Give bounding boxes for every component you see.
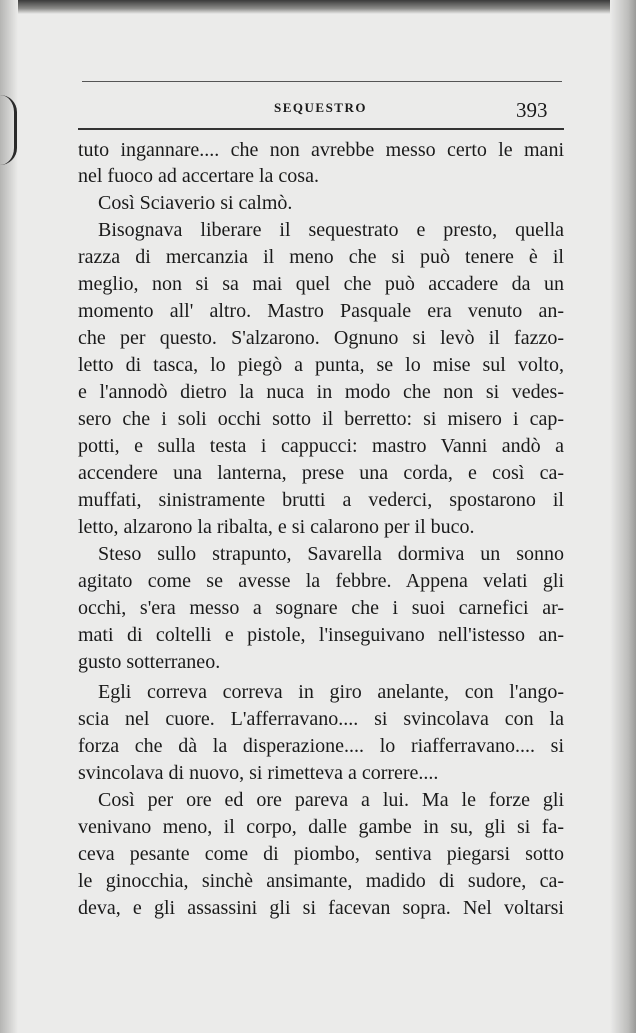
page-number: 393	[516, 98, 548, 122]
text-line: accendere una lanterna, prese una corda, e così ca-	[78, 462, 564, 484]
scan-right-edge	[610, 0, 636, 1033]
text-line: mati di coltelli e pistole, l'inseguivano nell'istesso an-	[78, 624, 564, 646]
text-line: muffati, sinistramente brutti a vederci, spostarono il	[78, 489, 564, 511]
text-line: Bisognava liberare il sequestrato e presto, quella	[98, 219, 564, 241]
header-rule-top	[82, 81, 562, 82]
text-line: momento all' altro. Mastro Pasquale era venuto an-	[78, 300, 564, 322]
text-line: ceva pesante come di piombo, sentiva piegarsi sotto	[78, 843, 564, 865]
text-line: che per questo. S'alzarono. Ognuno si levò il fazzo-	[78, 327, 564, 349]
text-line: meglio, non si sa mai quel che può accadere da un	[78, 273, 564, 295]
text-line: agitato come se avesse la febbre. Appena velati gli	[78, 570, 564, 592]
text-line: letto, alzarono la ribalta, e si calarono per il buco.	[78, 516, 475, 538]
text-line: e l'annodò dietro la nuca in modo che non si vedes-	[78, 381, 564, 403]
running-title: SEQUESTRO	[274, 100, 367, 115]
text-line: venivano meno, il corpo, dalle gambe in su, gli si fa-	[78, 816, 564, 838]
spine-curl	[0, 95, 17, 165]
text-line: Steso sullo strapunto, Savarella dormiva un sonno	[98, 543, 564, 565]
text-line: nel fuoco ad accertare la cosa.	[78, 165, 319, 187]
text-line: potti, e sulla testa i cappucci: mastro Vanni andò a	[78, 435, 564, 457]
text-line: letto di tasca, lo piegò a punta, se lo mise sul volto,	[78, 354, 564, 376]
text-line: le ginocchia, sinchè ansimante, madido di sudore, ca-	[78, 870, 564, 892]
text-line: deva, e gli assassini gli si facevan sopra. Nel voltarsi	[78, 897, 564, 919]
text-line: Così per ore ed ore pareva a lui. Ma le forze gli	[98, 789, 564, 811]
text-line: gusto sotterraneo.	[78, 651, 221, 673]
text-line: svincolava di nuovo, si rimetteva a correre....	[78, 762, 439, 784]
text-line: Egli correva correva in giro anelante, con l'ango-	[98, 681, 564, 703]
text-line: tuto ingannare.... che non avrebbe messo certo le mani	[78, 139, 564, 161]
text-line: sero che i soli occhi sotto il berretto: si misero i cap-	[78, 408, 564, 430]
text-line: Così Sciaverio si calmò.	[98, 192, 293, 214]
text-line: occhi, s'era messo a sognare che i suoi carnefici ar-	[78, 597, 564, 619]
header-rule-bottom	[78, 128, 564, 130]
text-line: scia nel cuore. L'afferravano.... si svincolava con la	[78, 708, 564, 730]
text-line: razza di mercanzia il meno che si può tenere è il	[78, 246, 564, 268]
scan-top-edge	[0, 0, 636, 14]
text-line: forza che dà la disperazione.... lo riafferravano.... si	[78, 735, 564, 757]
